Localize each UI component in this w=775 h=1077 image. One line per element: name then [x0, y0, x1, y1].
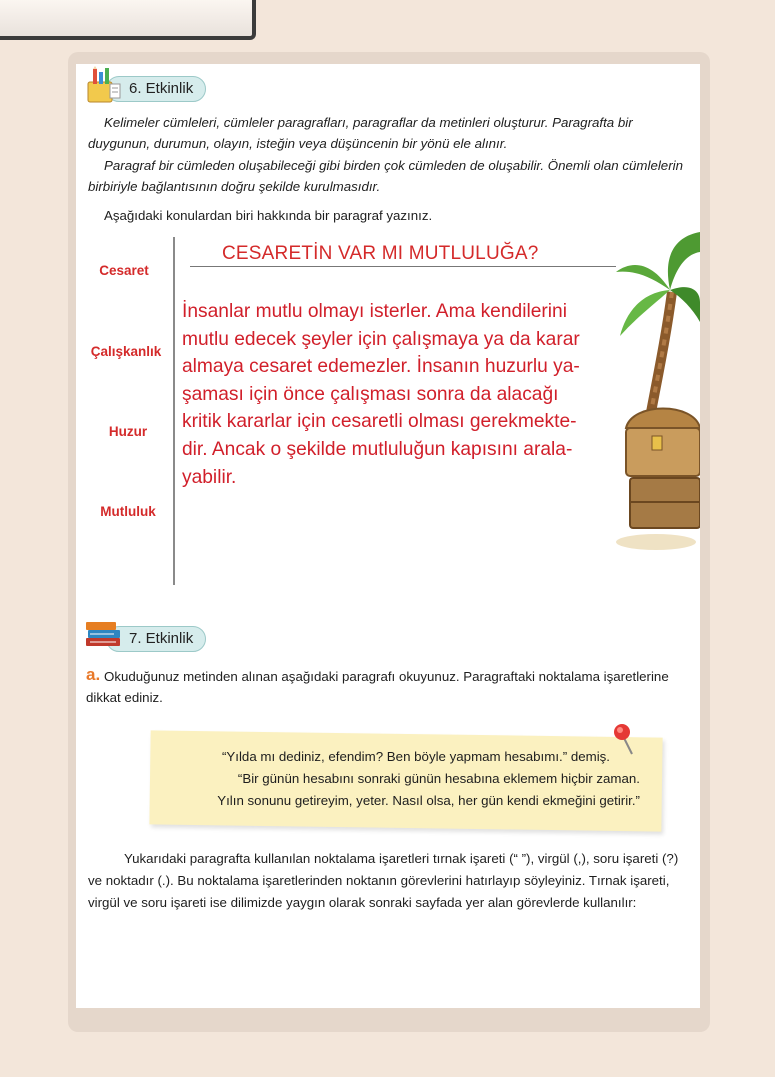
activity-7-instruction-text: Okuduğunuz metinden alınan aşağıdaki paragrafı okuyunuz. Paragraftaki noktalama işaretlerine dikkat ediniz.: [86, 669, 669, 705]
activity-6-label: 6. Etkinlik: [106, 76, 206, 102]
topic-cesaret: Cesaret: [99, 263, 149, 278]
page-corner-tab: [0, 0, 256, 40]
activity-6-intro-1: Kelimeler cümleleri, cümleler paragrafları, paragraflar da metinleri oluşturur. Paragrafta bir duygunun, durumun, olayın, isteğin veya düşüncenin bir yönü ele alınır.: [88, 115, 633, 151]
essay-text: [182, 298, 614, 491]
palm-tree-illustration: [612, 232, 700, 554]
essay-line: mutlu edecek şeyler için çalışmaya ya da karar: [182, 328, 580, 350]
activity-6-instruction: Aşağıdaki konulardan biri hakkında bir paragraf yazınız.: [104, 208, 433, 223]
punctuation-explanation: Yukarıdaki paragrafta kullanılan noktalama işaretleri tırnak işareti (“ ”), virgül (,), soru işareti (?) ve noktadır (.). Bu noktalama işaretlerinden noktanın görevlerini hatırlayıp söyleyiniz. Tırnak işareti, virgül ve soru işareti ise dilimizde yaygın olarak sonraki sayfada yer alan görevlerde kullanılır:: [88, 851, 679, 910]
activity-7-label: 7. Etkinlik: [106, 626, 206, 652]
topic-caliskanlik: Çalışkanlık: [90, 344, 162, 359]
item-letter-a: a.: [86, 665, 101, 684]
topic-huzur: Huzur: [108, 424, 148, 439]
quote-line: Yılın sonunu getireyim, yeter. Nasıl olsa, her gün kendi ekmeğini getirir.”: [217, 793, 640, 808]
writing-line: [190, 266, 616, 267]
activity-6-intro-2: Paragraf bir cümleden oluşabileceği gibi birden çok cümleden de oluşabilir. Önemli olan cümlelerin birbiriyle bağlantısının doğru şekilde kurulmasıdır.: [88, 158, 683, 194]
activity-7-instruction: [86, 666, 686, 708]
essay-line: yabilir.: [182, 466, 237, 488]
essay-title: CESARETİN VAR MI MUTLULUĞA?: [222, 243, 539, 264]
quote-text: [140, 746, 640, 812]
quote-line: “Bir günün hesabını sonraki günün hesabına eklemem hiçbir zaman.: [237, 771, 640, 786]
essay-line: kritik kararlar için cesaretli olması gerekmekte-: [182, 411, 577, 433]
essay-line: almaya cesaret edemezler. İnsanın huzurlu ya-: [182, 356, 580, 378]
essay-line: dir. Ancak o şekilde mutluluğun kapısını arala-: [182, 438, 573, 460]
quote-line: “Yılda mı dediniz, efendim? Ben böyle yapmam hesabımı.” demiş.: [221, 749, 610, 764]
topic-divider-line: [173, 237, 175, 585]
pencil-cup-icon: [84, 66, 124, 104]
essay-line: şaması için önce çalışması sonra da alacağı: [182, 383, 559, 405]
topic-mutluluk: Mutluluk: [100, 504, 156, 519]
essay-line: İnsanlar mutlu olmayı isterler. Ama kendilerini: [182, 301, 567, 322]
books-icon: [84, 616, 126, 650]
